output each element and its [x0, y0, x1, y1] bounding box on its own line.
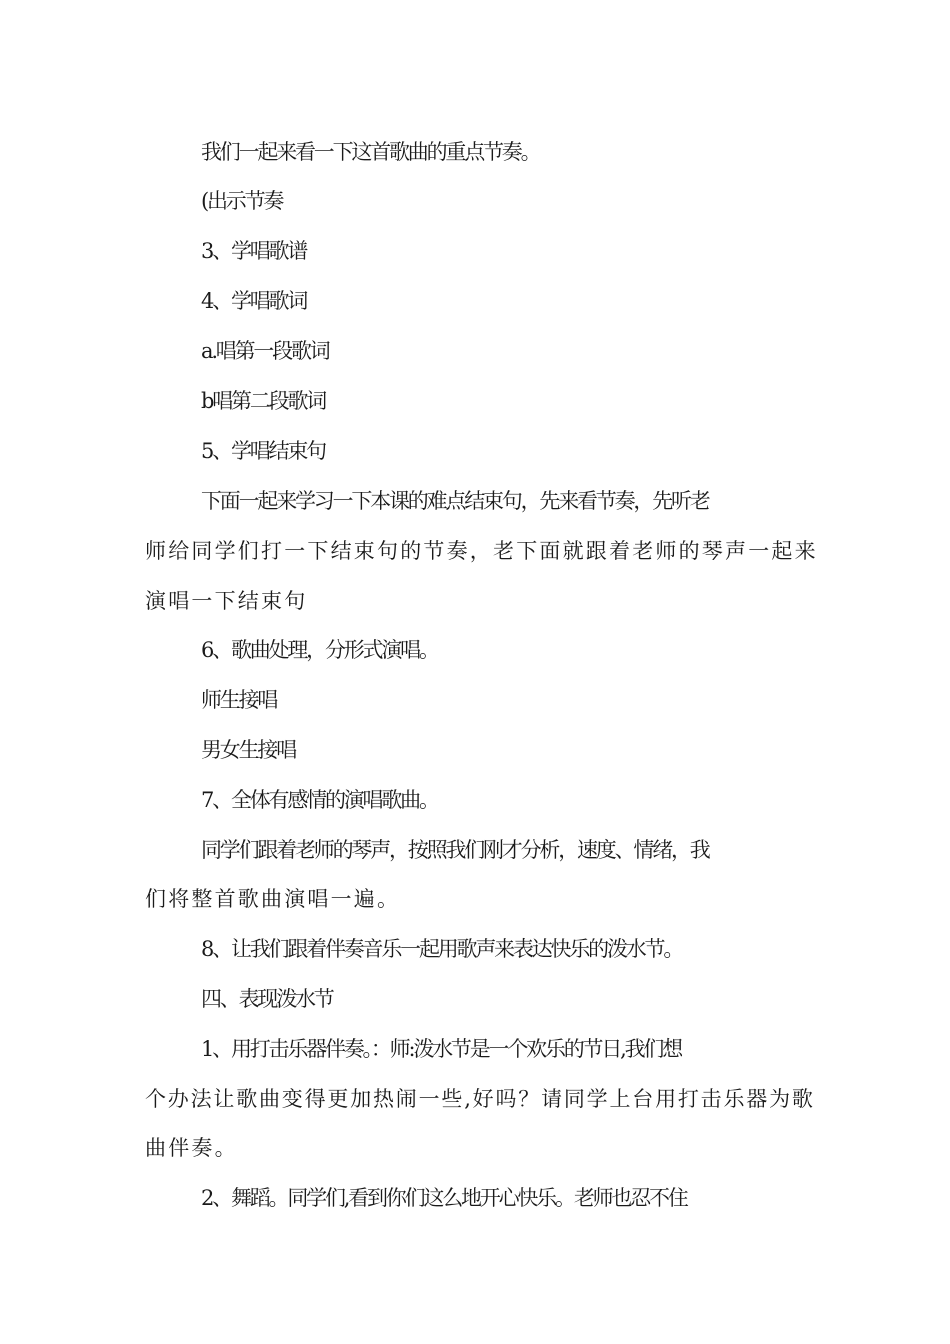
- text-line: 曲伴奏。: [145, 1136, 238, 1160]
- text-line: 师给同学们打一下结束句的节奏，老下面就跟着老师的琴声一起来: [145, 539, 818, 563]
- text-line: 7、全体有感情的演唱歌曲。: [201, 788, 438, 812]
- text-line: 4、学唱歌词: [201, 289, 307, 313]
- text-line: a.唱第一段歌词: [201, 339, 329, 363]
- text-line: 四、表现泼水节: [201, 987, 333, 1011]
- text-line: (出示节奏: [201, 189, 283, 213]
- text-line: 2、舞蹈。同学们,看到你们这么地开心快乐。老师也忍不住: [201, 1186, 687, 1210]
- text-line: 5、学唱结束句: [201, 439, 325, 463]
- text-line: 演唱一下结束句: [145, 589, 308, 613]
- text-line: 们将整首歌曲演唱一遍。: [145, 887, 401, 911]
- text-line: 同学们跟着老师的琴声，按照我们刚才分析，速度、情绪，我: [201, 838, 709, 862]
- text-line: 1、用打击乐器伴奏。：师:泼水节是一个欢乐的节日,我们想: [201, 1037, 682, 1061]
- text-line: 师生接唱: [201, 688, 277, 712]
- text-line: 我们一起来看一下这首歌曲的重点节奏。: [201, 140, 540, 164]
- text-line: b唱第二段歌词: [201, 389, 326, 413]
- text-line: 下面一起来学习一下本课的难点结束句，先来看节奏，先听老: [201, 489, 709, 513]
- text-line: 个办法让歌曲变得更加热闹一些,好吗？请同学上台用打击乐器为歌: [145, 1087, 815, 1111]
- text-line: 3、学唱歌谱: [201, 239, 307, 263]
- text-line: 6、歌曲处理，分形式演唱。: [201, 638, 438, 662]
- text-line: 男女生接唱: [201, 738, 295, 762]
- text-line: 8、让我们跟着伴奏音乐一起用歌声来表达快乐的泼水节。: [201, 937, 683, 961]
